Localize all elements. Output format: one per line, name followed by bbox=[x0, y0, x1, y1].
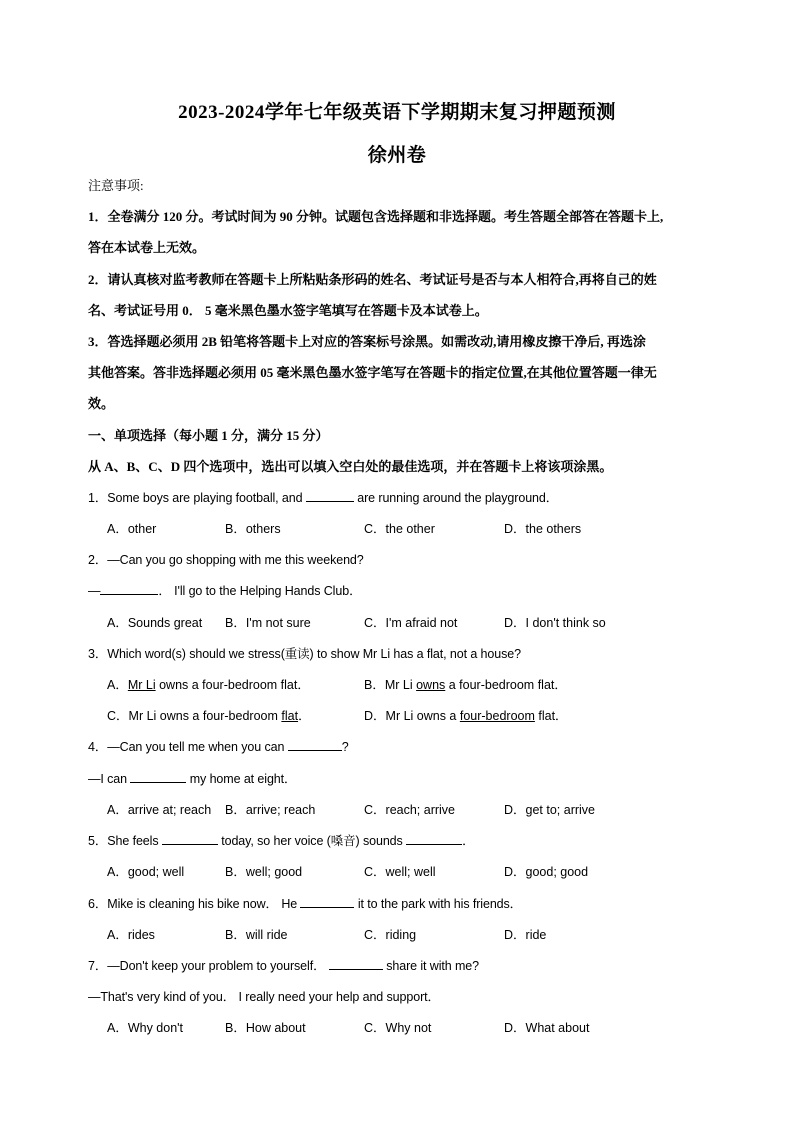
q5-option-b: B．well; good bbox=[225, 865, 303, 879]
answer-blank bbox=[288, 739, 342, 751]
answer-blank bbox=[300, 896, 354, 908]
page-title: 2023-2024学年七年级英语下学期期末复习押题预测 bbox=[178, 102, 616, 123]
q5-option-a: A．good; well bbox=[107, 865, 185, 879]
question-5: 5．She feels today, so her voice (嗓音) sounds ． bbox=[88, 834, 475, 848]
note-3c: 效。 bbox=[88, 396, 115, 411]
question-1: 1．Some boys are playing football, and are running around the playground． bbox=[88, 491, 559, 505]
question-2-reply: — ． I'll go to the Helping Hands Club． bbox=[88, 584, 362, 598]
q3-option-b: B．Mr Li owns a four-bedroom flat． bbox=[364, 678, 567, 692]
q6-option-b: B．will ride bbox=[225, 928, 288, 942]
q5-option-d: D．good; good bbox=[504, 865, 589, 879]
q2-option-d: D．I don't think so bbox=[504, 616, 606, 630]
note-1b: 答在本试卷上无效。 bbox=[88, 240, 206, 255]
note-2b: 名、考试证号用 0． 5 毫米黑色墨水签字笔填写在答题卡及本试卷上。 bbox=[88, 303, 488, 318]
section-instruction: 从 A、B、C、D 四个选项中，选出可以填入空白处的最佳选项，并在答题卡上将该项涂黑。 bbox=[88, 459, 613, 474]
section-heading: 一、单项选择（每小题 1 分，满分 15 分） bbox=[88, 428, 329, 443]
question-7: 7．—Don't keep your problem to yourself． share it with me? bbox=[88, 959, 480, 973]
notes-heading: 注意事项: bbox=[88, 178, 144, 193]
q3-option-a: A．Mr Li owns a four-bedroom flat． bbox=[107, 678, 310, 692]
question-7-reply: —That's very kind of you． I really need your help and support． bbox=[88, 990, 440, 1004]
question-2: 2．—Can you go shopping with me this weekend? bbox=[88, 553, 364, 567]
q1-option-c: C．the other bbox=[364, 522, 435, 536]
question-4-reply: —I can my home at eight． bbox=[88, 772, 297, 786]
q4-option-c: C．reach; arrive bbox=[364, 803, 455, 817]
question-3: 3．Which word(s) should we stress(重读) to show Mr Li has a flat, not a house? bbox=[88, 647, 521, 661]
q6-option-c: C．riding bbox=[364, 928, 417, 942]
q3-option-c: C．Mr Li owns a four-bedroom flat． bbox=[107, 709, 311, 723]
q7-option-b: B．How about bbox=[225, 1021, 306, 1035]
question-6: 6．Mike is cleaning his bike now． He it to the park with his friends． bbox=[88, 897, 523, 911]
q4-option-d: D．get to; arrive bbox=[504, 803, 596, 817]
note-1a: 1．全卷满分 120 分。考试时间为 90 分钟。试题包含选择题和非选择题。考生答题全部答在答题卡上, bbox=[88, 209, 664, 224]
question-4: 4．—Can you tell me when you can ? bbox=[88, 740, 349, 754]
note-2a: 2．请认真核对监考教师在答题卡上所粘贴条形码的姓名、考试证号是否与本人相符合,再将自己的姓 bbox=[88, 272, 657, 287]
q7-option-a: A．Why don't bbox=[107, 1021, 184, 1035]
q2-option-c: C．I'm afraid not bbox=[364, 616, 458, 630]
q4-option-a: A．arrive at; reach bbox=[107, 803, 212, 817]
note-3b: 其他答案。答非选择题必须用 05 毫米黑色墨水签字笔写在答题卡的指定位置,在其他位置答题一律无 bbox=[88, 365, 657, 380]
q1-option-a: A．other bbox=[107, 522, 157, 536]
note-3a: 3．答选择题必须用 2B 铅笔将答题卡上对应的答案标号涂黑。如需改动,请用橡皮擦干净后, 再选涂 bbox=[88, 334, 646, 349]
answer-blank bbox=[329, 958, 383, 970]
answer-blank bbox=[162, 833, 218, 845]
page-subtitle: 徐州卷 bbox=[367, 145, 427, 166]
q6-option-d: D．ride bbox=[504, 928, 547, 942]
q3-option-d: D．Mr Li owns a four-bedroom flat． bbox=[364, 709, 568, 723]
answer-blank bbox=[306, 490, 354, 502]
q6-option-a: A．rides bbox=[107, 928, 155, 942]
q4-option-b: B．arrive; reach bbox=[225, 803, 316, 817]
answer-blank bbox=[406, 833, 462, 845]
q7-option-c: C．Why not bbox=[364, 1021, 432, 1035]
q2-option-b: B．I'm not sure bbox=[225, 616, 311, 630]
q1-option-d: D．the others bbox=[504, 522, 582, 536]
q5-option-c: C．well; well bbox=[364, 865, 436, 879]
answer-blank bbox=[100, 583, 158, 595]
q1-option-b: B．others bbox=[225, 522, 281, 536]
answer-blank bbox=[130, 771, 186, 783]
q7-option-d: D．What about bbox=[504, 1021, 590, 1035]
q2-option-a: A．Sounds great bbox=[107, 616, 203, 630]
